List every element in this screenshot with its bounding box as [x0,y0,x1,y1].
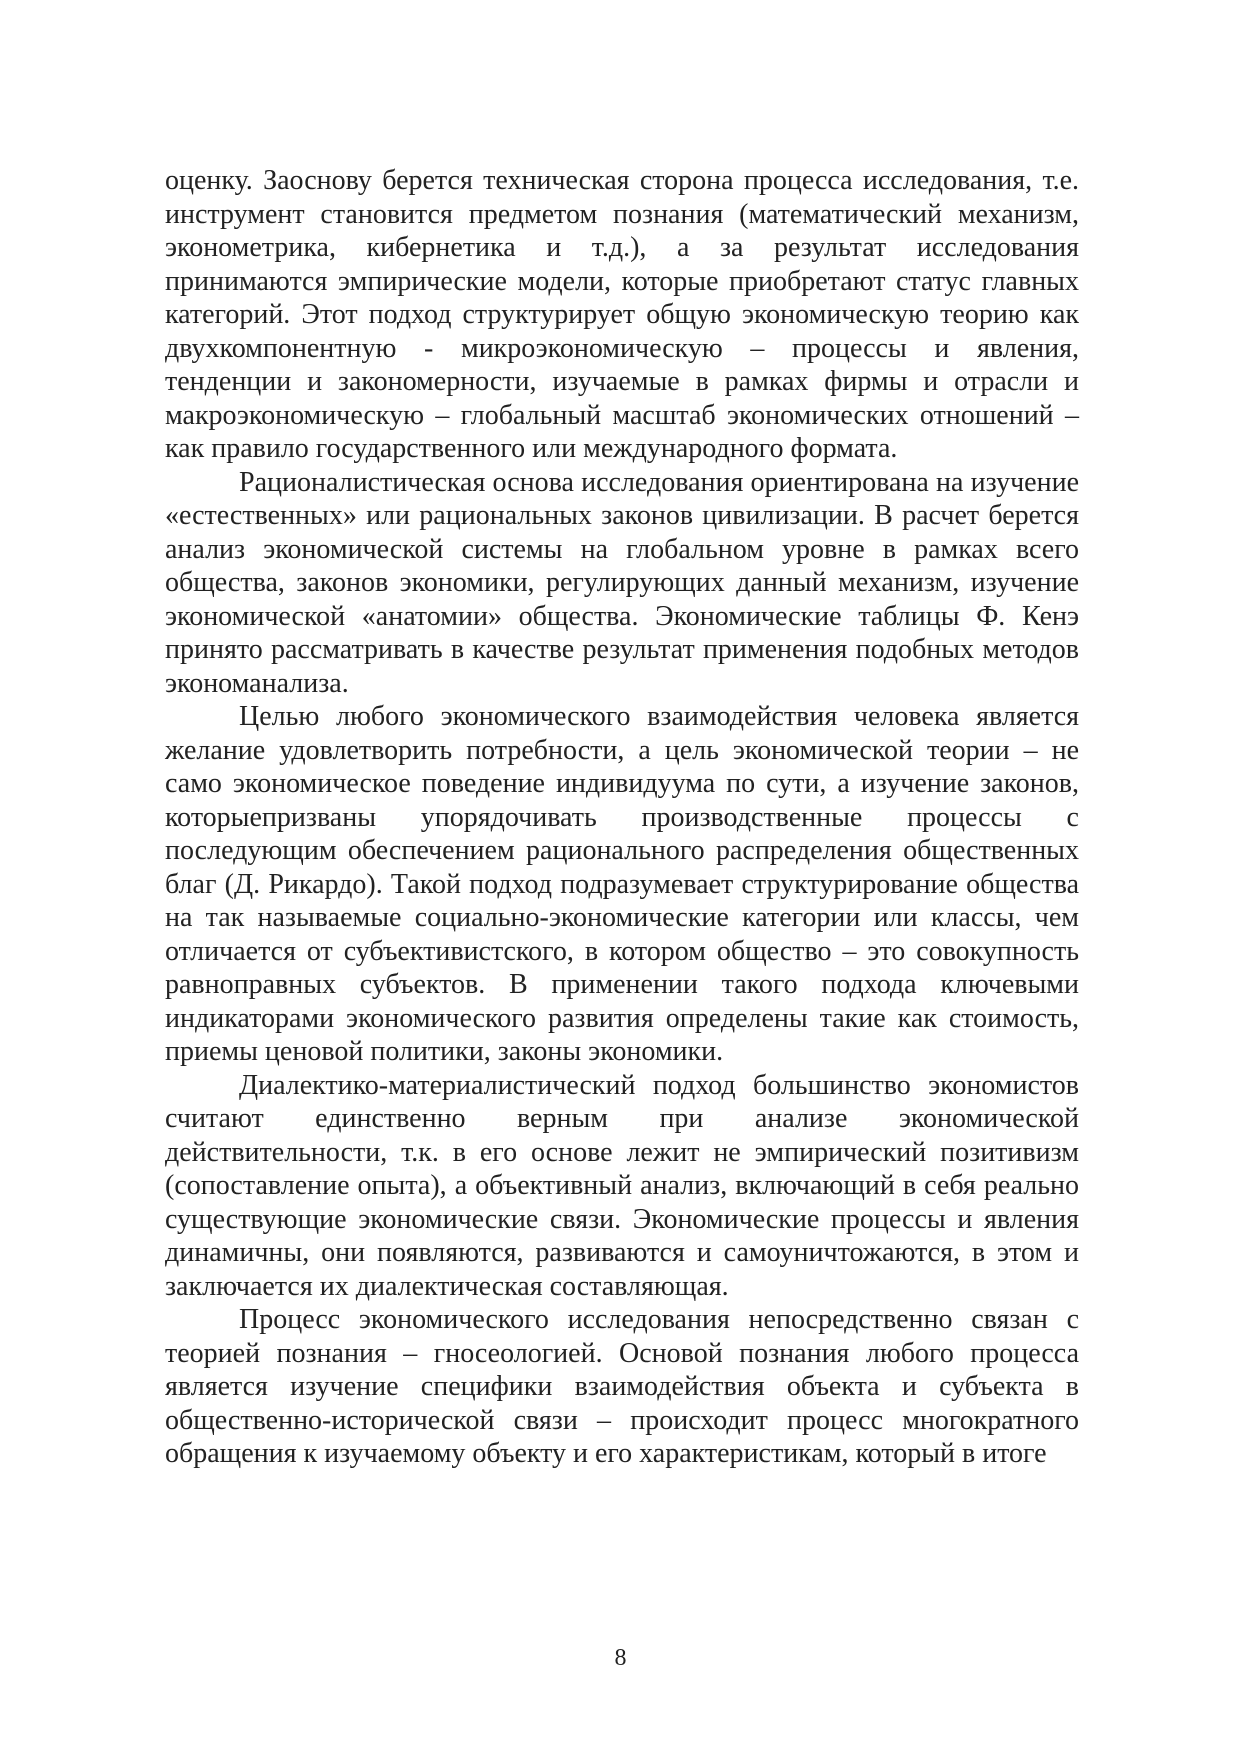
page-body [165,164,1079,1471]
paragraph-1: оценку. Заоснову берется техническая сторона процесса исследования, т.е. инструмент становится предметом познания (математический механизм, эконометрика, кибернетика и т.д.), а за результат исследования принимаются эмпирические модели, которые приобретают статус главных категорий. Этот подход структурирует общую экономическую теорию как двухкомпонентную - микроэкономическую – процессы и явления, тенденции и закономерности, изучаемые в рамках фирмы и отрасли и макроэкономическую – глобальный масштаб экономических отношений – как правило государственного или международного формата. [165,165,1079,464]
paragraph-4: Диалектико-материалистический подход большинство экономистов считают единственно верным при анализе экономической действительности, т.к. в его основе лежит не эмпирический позитивизм (сопоставление опыта), а объективный анализ, включающий в себя реально существующие экономические связи. Экономические процессы и явления динамичны, они появляются, развиваются и самоуничтожаются, в этом и заключается их диалектическая составляющая. [165,1069,1079,1302]
page-number: 8 [614,1645,627,1671]
paragraph-5: Процесс экономического исследования непосредственно связан с теорией познания – гносеологией. Основой познания любого процесса является изучение специфики взаимодействия объекта и субъекта в общественно-исторической связи – происходит процесс многократного обращения к изучаемому объекту и его характеристикам, который в итоге [165,1304,1079,1469]
paragraph-3: Целью любого экономического взаимодействия человека является желание удовлетворить потребности, а цель экономической теории – не само экономическое поведение индивидуума по сути, а изучение законов, которыепризваны упорядочивать производственные процессы с последующим обеспечением рационального распределения общественных благ (Д. Рикардо). Такой подход подразумевает структурирование общества на так называемые социально-экономические категории или классы, чем отличается от субъективистского, в котором общество – это совокупность равноправных субъектов. В применении такого подхода ключевыми индикаторами экономического развития определены такие как стоимость, приемы ценовой политики, законы экономики. [165,701,1079,1067]
paragraph-2: Рационалистическая основа исследования ориентирована на изучение «естественных» или рациональных законов цивилизации. В расчет берется анализ экономической системы на глобальном уровне в рамках всего общества, законов экономики, регулирующих данный механизм, изучение экономической «анатомии» общества. Экономические таблицы Ф. Кенэ принято рассматривать в качестве результат применения подобных методов экономанализа. [165,466,1079,699]
